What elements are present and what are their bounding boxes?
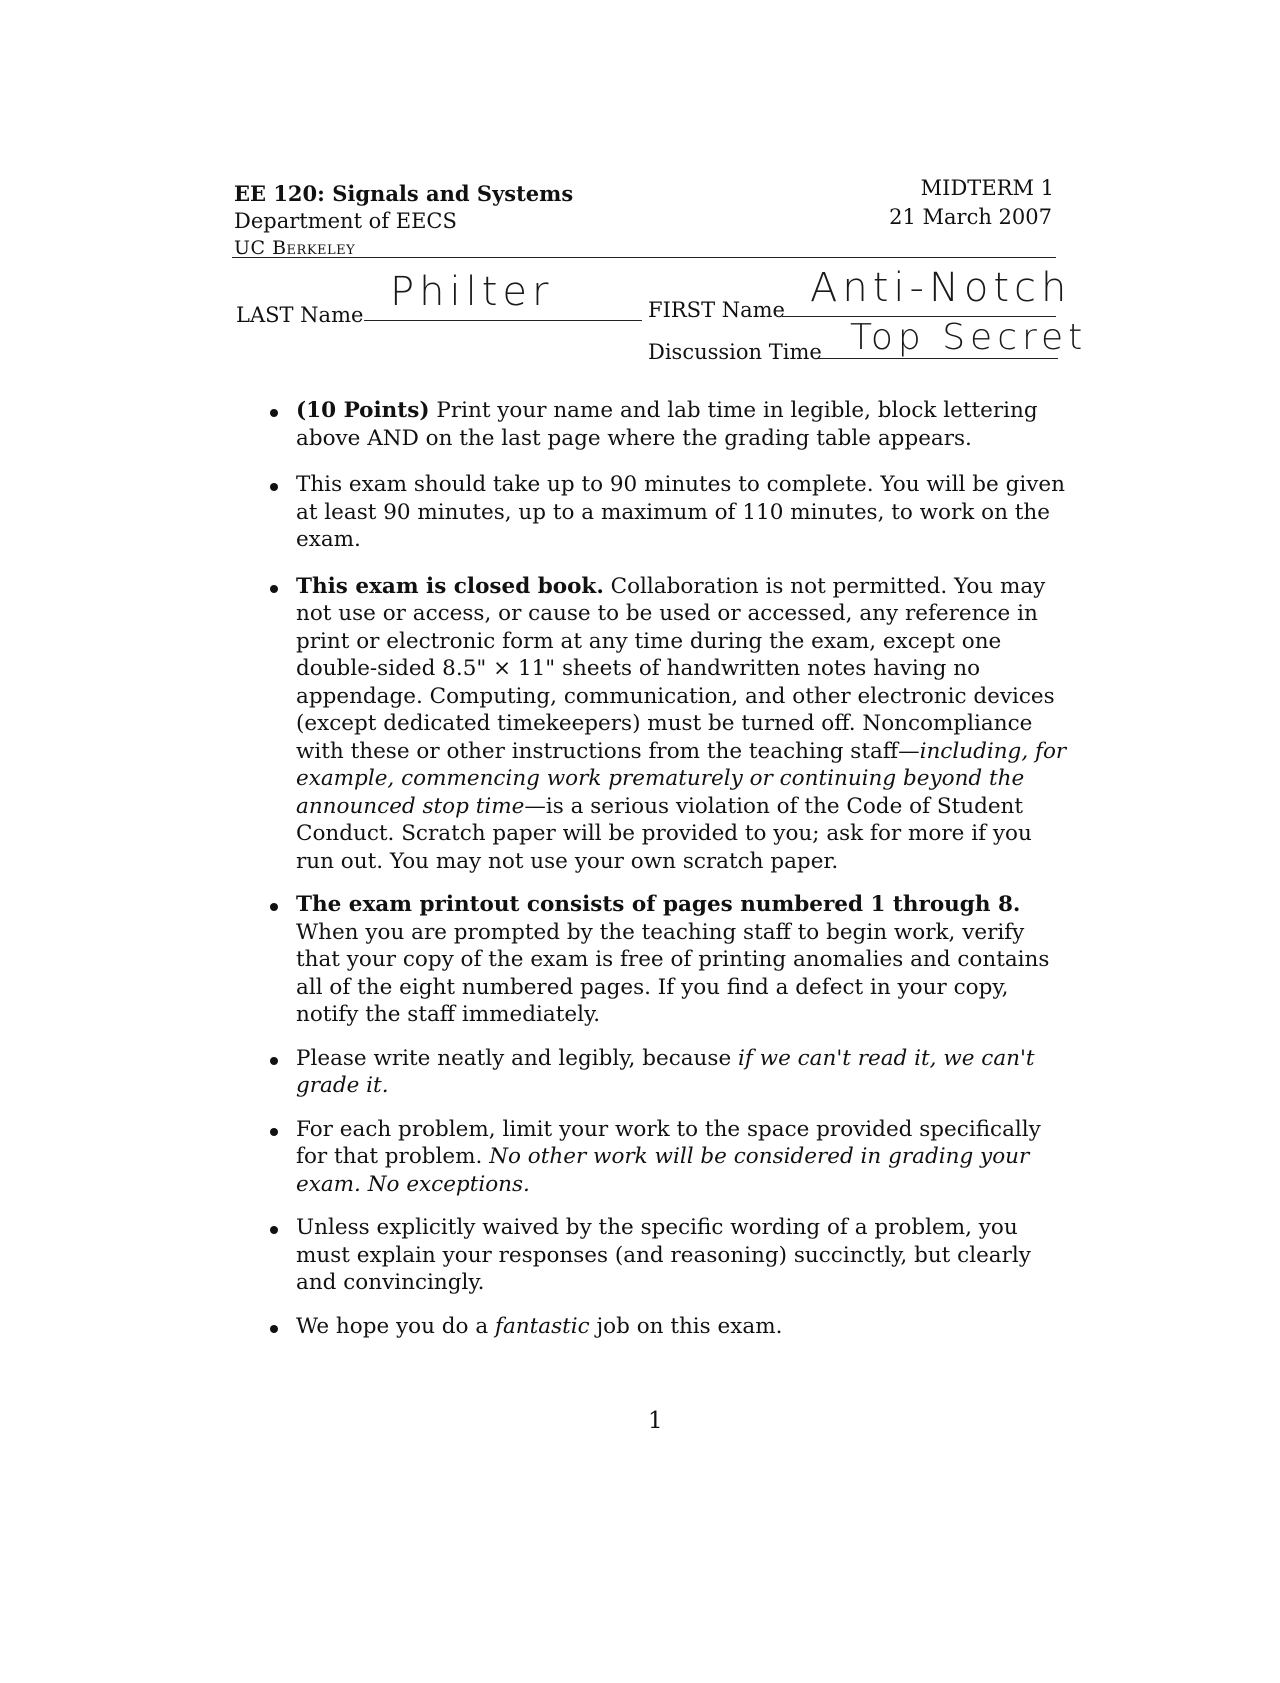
list-item xyxy=(268,471,1068,554)
item-italic-text: if we can't read it, we can't grade it. xyxy=(296,1045,1035,1098)
list-item xyxy=(268,1116,1068,1199)
list-item xyxy=(268,1045,1068,1100)
item-text: —is a serious violation of the Code of Student Conduct. Scratch paper will be provided to you; ask for more if you run out. You may not use your own scratch paper. xyxy=(296,793,1032,874)
first-name-field[interactable]: Anti-Notch xyxy=(810,265,1072,311)
discussion-time-line xyxy=(814,358,1058,359)
university: UC Berkeley xyxy=(234,237,356,259)
header-divider xyxy=(232,257,1056,258)
bullet-icon xyxy=(270,1325,278,1333)
page-number: 1 xyxy=(648,1408,663,1434)
discussion-time-label: Discussion Time xyxy=(648,340,822,364)
bullet-icon xyxy=(270,409,278,417)
item-text: Unless explicitly waived by the specific wording of a problem, you must explain your responses (and reasoning) succinctly, but clearly and convincingly. xyxy=(296,1215,1031,1295)
list-item xyxy=(268,891,1068,1029)
bullet-icon xyxy=(270,483,278,491)
department: Department of EECS xyxy=(234,209,457,233)
last-name-field[interactable]: Philter xyxy=(390,269,554,315)
bullet-icon xyxy=(270,1226,278,1234)
exam-title: MIDTERM 1 xyxy=(920,176,1054,200)
item-italic-text: No other work will be considered in grading your exam. No exceptions. xyxy=(296,1144,1030,1197)
instructions-list xyxy=(268,397,1068,1340)
item-text: Please write neatly and legibly, because xyxy=(296,1045,738,1071)
bullet-icon xyxy=(270,903,278,911)
item-italic-text: including, for example, commencing work prematurely or continuing beyond the announced stop time xyxy=(296,738,1067,819)
last-name-label: LAST Name xyxy=(236,303,364,327)
item-text: For each problem, limit your work to the space provided specifically for that problem. xyxy=(296,1116,1041,1169)
bullet-icon xyxy=(270,585,278,593)
item-text: Collaboration is not permitted. You may not use or access, or cause to be used or accessed, any reference in print or electronic form at any time during the exam, except one double-sided 8.5" × 11" sheets of handwritten notes having no appendage. Computing, communication, and other electronic devices (except dedicated timekeepers) must be turned off. Noncompliance with these or other instructions from the teaching staff— xyxy=(296,573,1055,764)
list-item xyxy=(268,573,1068,876)
item-bold-text: (10 Points) xyxy=(296,398,430,423)
item-text: When you are prompted by the teaching staff to begin work, verify that your copy of the exam is free of printing anomalies and contains all of the eight numbered pages. If you find a defect in your copy, notify the staff immediately. xyxy=(296,919,1050,1027)
item-text: This exam should take up to 90 minutes to complete. You will be given at least 90 minutes, up to a maximum of 110 minutes, to work on the exam. xyxy=(296,472,1065,552)
item-text: job on this exam. xyxy=(589,1313,783,1339)
item-italic-text: fantastic xyxy=(494,1313,590,1339)
last-name-line xyxy=(364,320,642,321)
list-item xyxy=(268,397,1068,452)
course-title: EE 120: Signals and Systems xyxy=(234,181,574,206)
bullet-icon xyxy=(270,1057,278,1065)
list-item xyxy=(268,1214,1068,1297)
bullet-icon xyxy=(270,1128,278,1136)
item-bold-text: The exam printout consists of pages numbered 1 through 8. xyxy=(296,892,1021,917)
exam-date: 21 March 2007 xyxy=(889,205,1052,229)
list-item xyxy=(268,1313,1068,1341)
first-name-label: FIRST Name xyxy=(648,298,785,322)
discussion-time-field[interactable]: Top Secret xyxy=(850,317,1088,358)
item-text: We hope you do a xyxy=(296,1313,495,1339)
item-bold-text: This exam is closed book. xyxy=(296,573,604,599)
item-text: Print your name and lab time in legible, block lettering above AND on the last page where the grading table appears. xyxy=(296,398,1038,451)
